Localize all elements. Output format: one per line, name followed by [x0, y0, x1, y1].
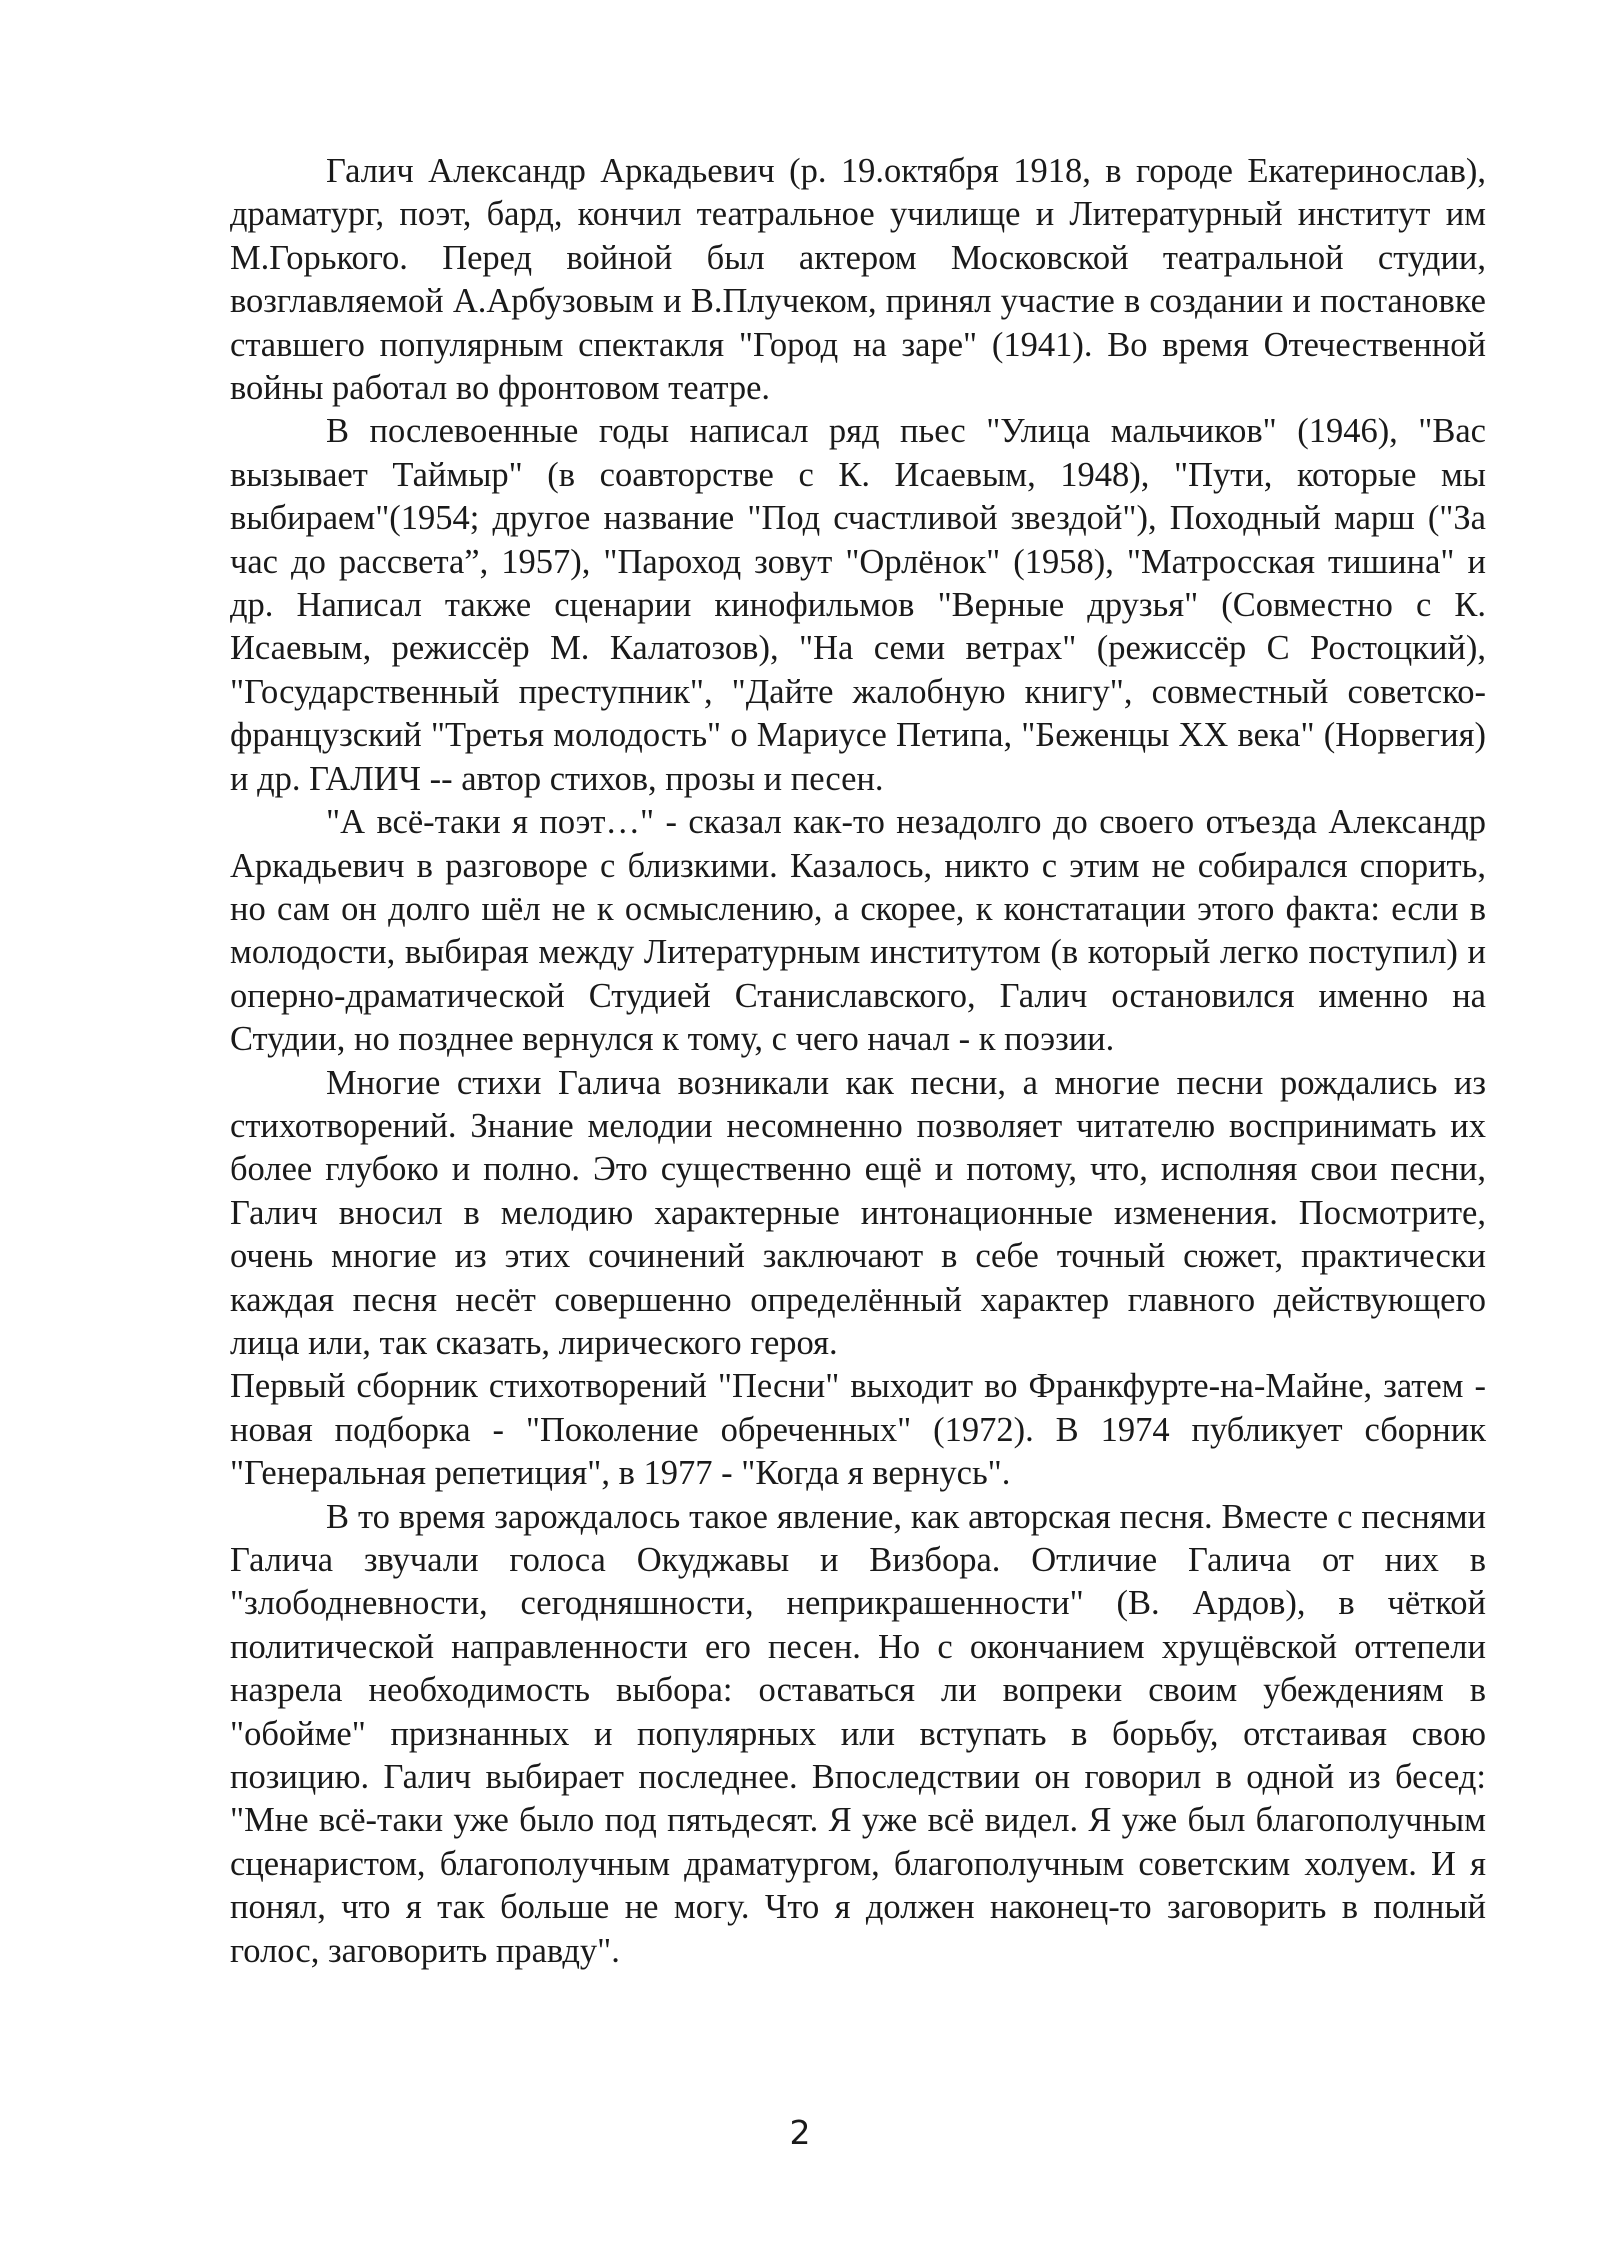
paragraph-collections: Первый сборник стихотворений "Песни" выходит во Франкфурте-на-Майне, затем - новая подборка - "Поколение обреченных" (1972). В 1974 публикует сборник "Генеральная репетиция", в 1977 - "Когда я вернусь". [230, 1367, 1486, 1493]
page-number: 2 [789, 2113, 811, 2152]
paragraph-plays-and-films: В послевоенные годы написал ряд пьес "Улица мальчиков" (1946), "Вас вызывает Таймыр" (в соавторстве с К. Исаевым, 1948), "Пути, которые мы выбираем"(1954; другое название "Под счастливой звездой"), Походный марш ("За час до рассвета”, 1957), "Пароход зовут "Орлёнок" (1958), "Матросская тишина" и др. Написал также сценарии кинофильмов "Верные друзья" (Совместно с К. Исаевым, режиссёр М. Калатозов), "На семи ветрах" (режиссёр С Ростоцкий), "Государственный преступник", "Дайте жалобную книгу", совместный советско-французский "Третья молодость" о Мариусе Петипа, "Беженцы XX века" (Норвегия) и др. ГАЛИЧ -- автор стихов, прозы и песен. [230, 412, 1486, 798]
paragraph-biography-intro: Галич Александр Аркадьевич (р. 19.октября 1918, в городе Екатеринослав), драматург, поэт, бард, кончил театральное училище и Литературный институт им М.Горького. Перед войной был актером Московской театральной студии, возглавляемой А.Арбузовым и В.Плучеком, принял участие в создании и постановке ставшего популярным спектакля "Город на заре" (1941). Во время Отечественной войны работал во фронтовом театре. [230, 152, 1486, 408]
paragraph-poet-quote: "А всё-таки я поэт…" - сказал как-то незадолго до своего отъезда Александр Аркадьевич в разговоре с близкими. Казалось, никто с этим не собирался спорить, но сам он долго шёл не к осмыслению, а скорее, к констатации этого факта: если в молодости, выбирая между Литературным институтом (в который легко поступил) и оперно-драматической Студией Станиславского, Галич остановился именно на Студии, но позднее вернулся к тому, с чего начал - к поэзии. [230, 803, 1486, 1059]
document-body [230, 150, 1486, 1973]
paragraph-author-song: В то время зарождалось такое явление, как авторская песня. Вместе с песнями Галича звучали голоса Окуджавы и Визбора. Отличие Галича от них в "злободневности, сегодняшности, неприкрашенности" (В. Ардов), в чёткой политической направленности его песен. Но с окончанием хрущёвской оттепели назрела необходимость выбора: оставаться ли вопреки своим убеждениям в "обойме" признанных и популярных или вступать в борьбу, отстаивая свою позицию. Галич выбирает последнее. Впоследствии он говорил в одной из бесед: "Мне всё-таки уже было под пятьдесят. Я уже всё видел. Я уже был благополучным сценаристом, благополучным драматургом, благополучным советским холуем. И я понял, что я так больше не могу. Что я должен наконец-то заговорить в полный голос, заговорить правду". [230, 1497, 1486, 1970]
paragraph-songs-and-poems: Многие стихи Галича возникали как песни, а многие песни рождались из стихотворений. Знание мелодии несомненно позволяет читателю воспринимать их более глубоко и полно. Это существенно ещё и потому, что, исполняя свои песни, Галич вносил в мелодию характерные интонационные изменения. Посмотрите, очень многие из этих сочинений заключают в себе точный сюжет, практически каждая песня несёт совершенно определённый характер главного действующего лица или, так сказать, лирического героя. [230, 1063, 1486, 1362]
